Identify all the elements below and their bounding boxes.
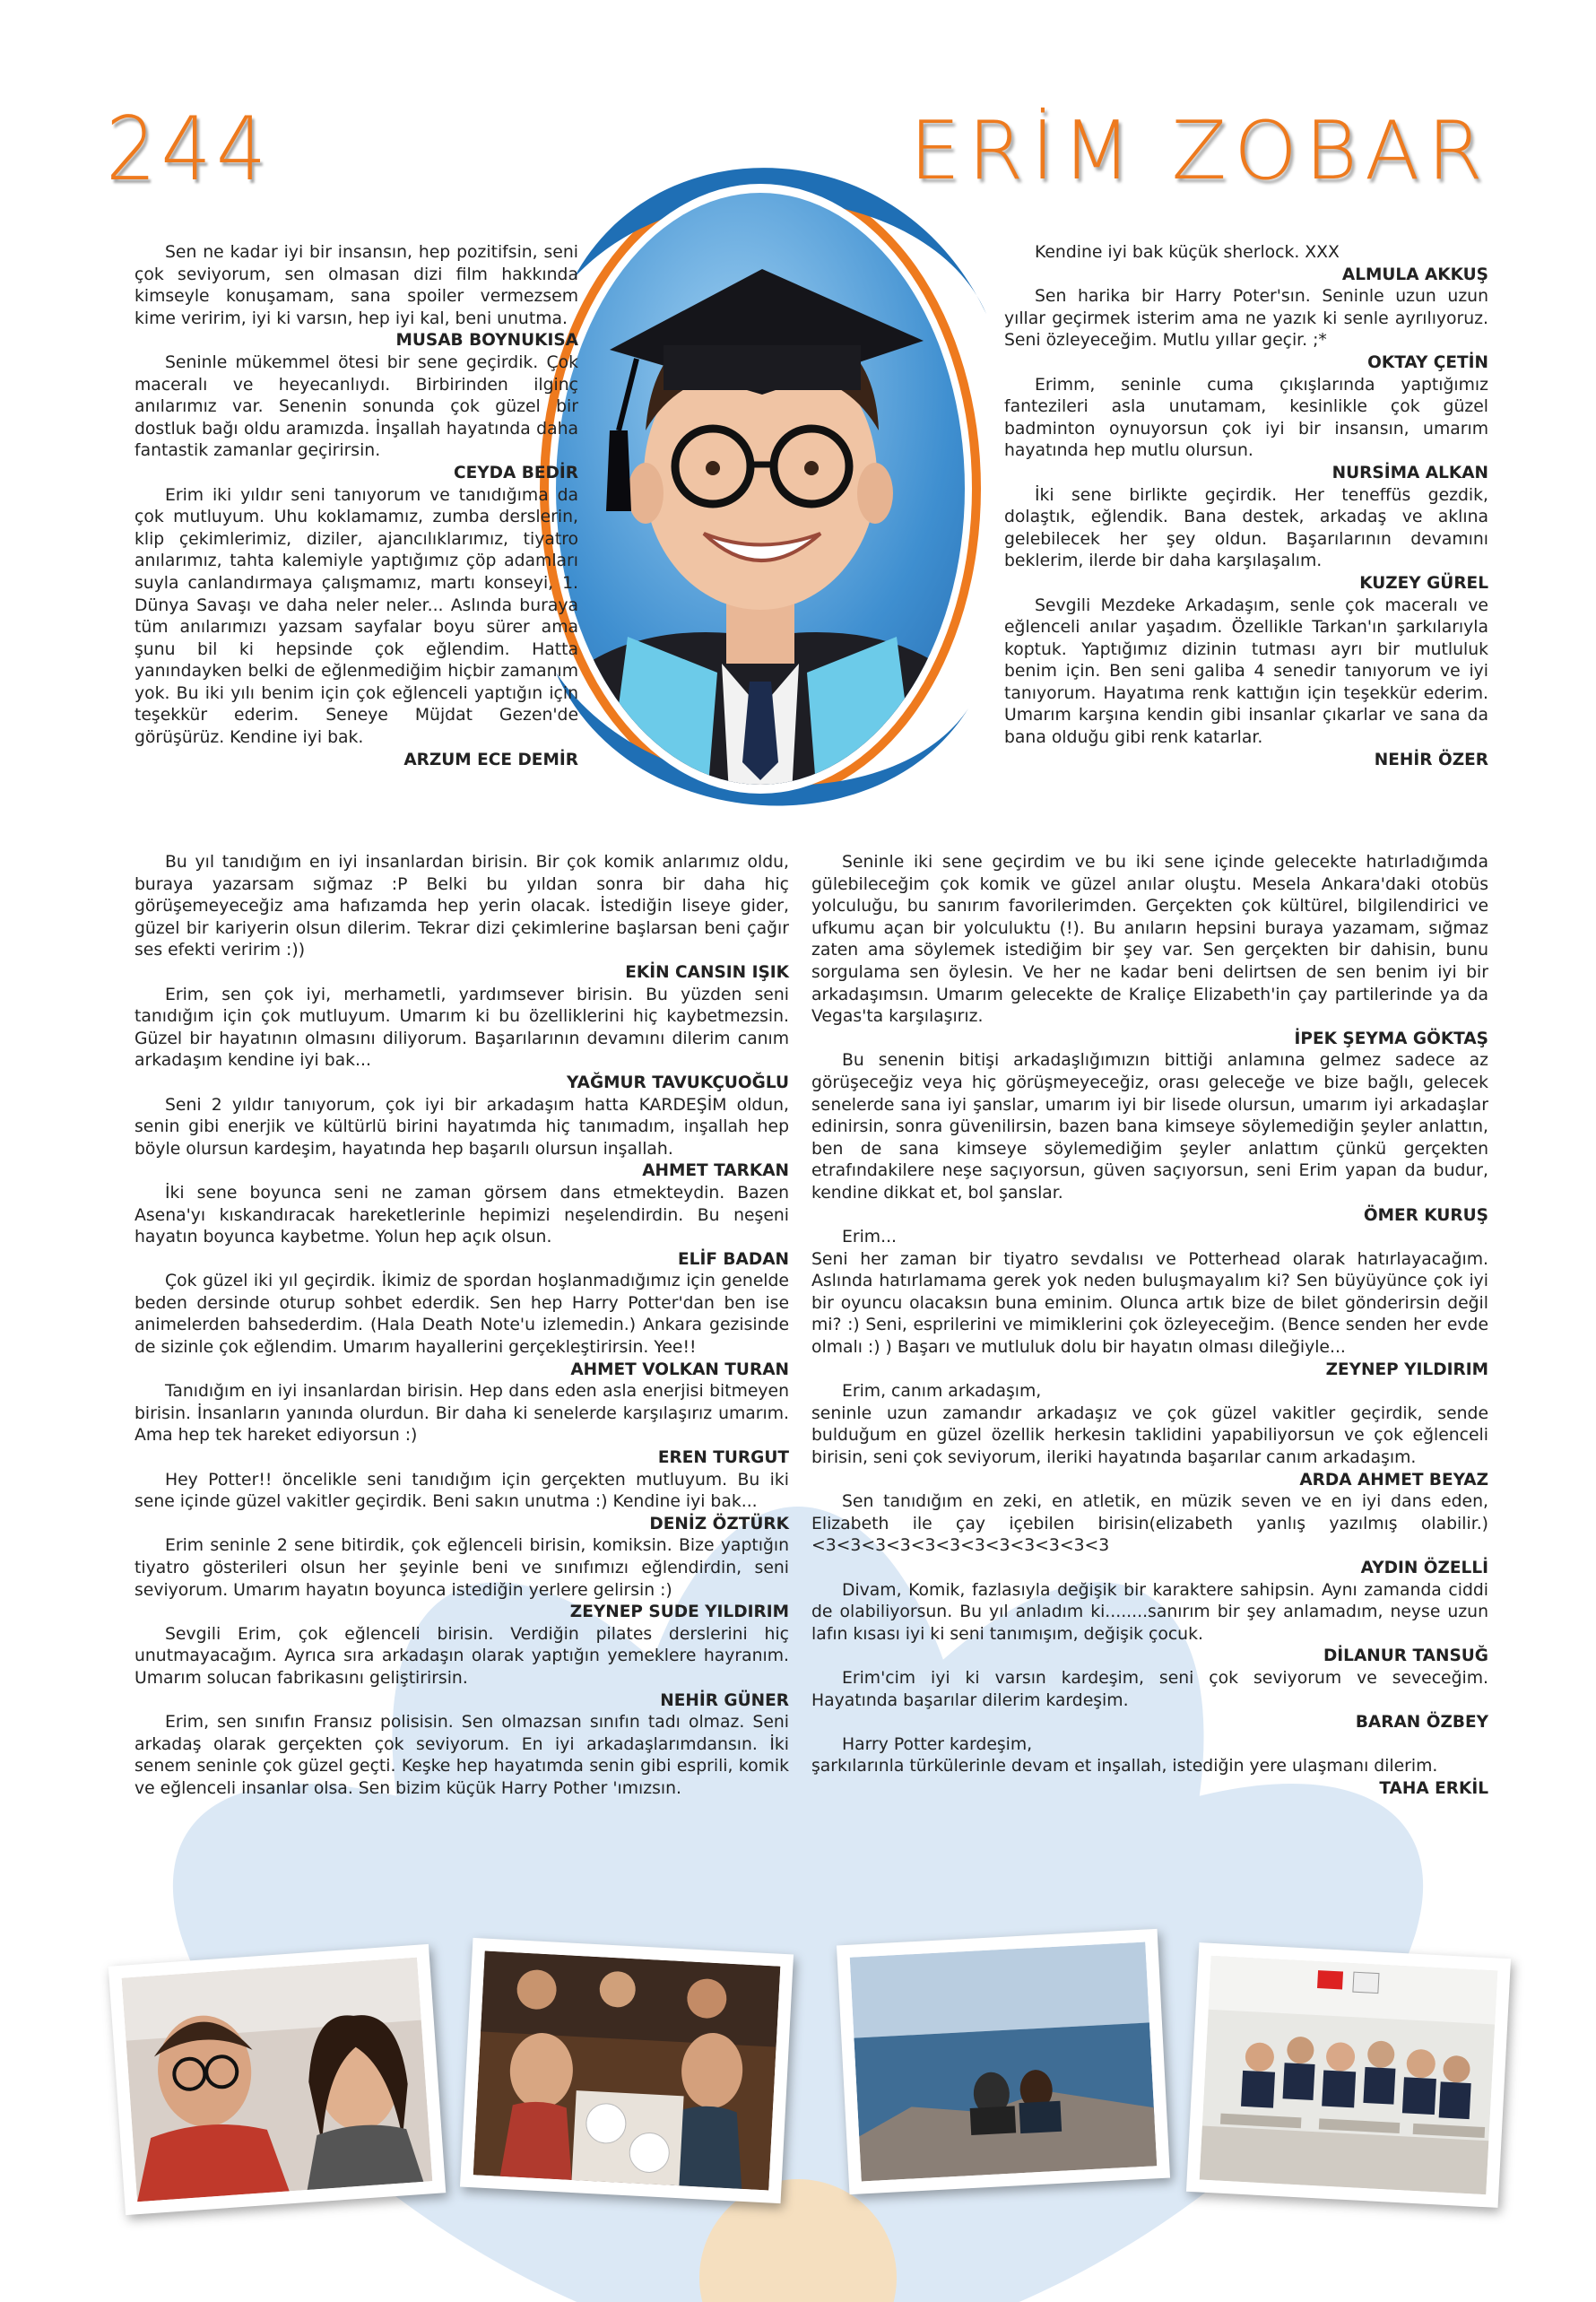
message-author: EKİN CANSIN IŞIK bbox=[625, 962, 789, 982]
messages-right-top bbox=[1004, 242, 1488, 771]
message-author: BARAN ÖZBEY bbox=[1355, 1713, 1488, 1733]
message-author: EREN TURGUT bbox=[657, 1448, 789, 1468]
message-text: Sen ne kadar iyi bir insansın, hep pozitifsin, seni çok seviyorum, sen olmasan dizi film hakkında kimseyle konuşamam, sana spoiler vermezsem kime veririm, iyi ki varsın, hep iyi kal, beni unutma. bbox=[134, 243, 578, 328]
message-text: Hey Potter!! öncelikle seni tanıdığım için gerçekten mutluyum. Bu iki sene içinde güzel vakitler geçirdik. Beni sakın unutma :) Kendine iyi bak... bbox=[134, 1470, 789, 1512]
message-author: ZEYNEP YILDIRIM bbox=[1325, 1359, 1488, 1379]
message-author: AYDIN ÖZELLİ bbox=[1360, 1559, 1488, 1577]
message-author: ELİF BADAN bbox=[678, 1249, 789, 1269]
message-author: AHMET TARKAN bbox=[642, 1161, 789, 1181]
message-author: ZEYNEP SUDE YILDIRIM bbox=[569, 1603, 789, 1622]
message-text: Çok güzel iki yıl geçirdik. İkimiz de spordan hoşlanmadığımız için genelde beden dersinde oturup sohbet ederdik. Sen hep Harry Potter'dan ben ise animelerden bahsederdim. (Hala Death Note'u izlemedin.) Ankara gezisinde de sizinle çok eğlendim. Umarım hayallerini gerçekleştirirsin. Yee!! bbox=[134, 1272, 789, 1358]
message-author: OKTAY ÇETİN bbox=[1367, 352, 1488, 372]
message-text: Harry Potter kardeşim, şarkılarınla türkülerinle devam et inşallah, istediğin yere ulaşmanı dilerim. bbox=[811, 1734, 1438, 1776]
message-author: KUZEY GÜREL bbox=[1359, 573, 1488, 593]
message-text: Erim'cim iyi ki varsın kardeşim, seni çok seviyorum ve seveceğim. Hayatında başarılar dilerim kardeşim. bbox=[811, 1668, 1488, 1710]
page-number: 244 bbox=[106, 99, 272, 201]
student-name-title: ERİM ZOBAR bbox=[909, 104, 1490, 198]
message-text: Tanıdığım en iyi insanlardan birisin. Hep dans eden asla enerjisi bitmeyen birisin. İnsanların yanında olurdun. Bir daha ki senelerde karşılaşırız umarım. Ama hep tek hareket ediyorsun :) bbox=[134, 1382, 789, 1446]
message-author: ARZUM ECE DEMİR bbox=[403, 750, 578, 769]
photo-friends-selfie bbox=[108, 1944, 447, 2215]
message-text: Kendine iyi bak küçük sherlock. XXX bbox=[1035, 243, 1340, 262]
message-author: NURSİMA ALKAN bbox=[1331, 463, 1488, 482]
message-text: Erim seninle 2 sene bitirdik, çok eğlenceli birisin, komiksin. Bize yaptığın tiyatro gösterileri olsun her şeyinle beni ve sınıfımızı eğlendirdin, seni seviyorum. Umarım hayatın boyunca istediğin yerlere gelirsin :) bbox=[134, 1536, 789, 1600]
messages-right-bottom bbox=[811, 852, 1488, 1801]
message-author: AHMET VOLKAN TURAN bbox=[570, 1359, 789, 1379]
photo-classroom-group bbox=[1186, 1942, 1511, 2208]
message-text: Divam, Komik, fazlasıyla değişik bir karaktere sahipsin. Aynı zamanda ciddi de olabiliyorsun. Bu yıl anladım ki........sanırım bir şey anlamadım, neyse uzun lafın kısası iyi ki seni tanımışım, değişik çocuk. bbox=[811, 1580, 1488, 1644]
message-author: İPEK ŞEYMA GÖKTAŞ bbox=[1294, 1029, 1488, 1048]
message-text: Bu senenin bitişi arkadaşlığımızın bittiği anlamına gelmez sadece az görüşeceğiz veya hiç görüşmeyeceğiz, orası geleceğe ve bize bağlı, gelecek senelerde sana iyi şanslar, umarım iyi bir lisede olursun, umarım iyi arkadaşlar edinirsin, sonra güvenilirsin, bazen bana kimseye söylemediğin şeyler anlattın, ben de sana kimseye söylemediğim şeyler anlattım çünkü gerçekten etrafındakilere neşe saçıyorsun, güven saçıyorsun, seni Erim yapan da budur, kendine dikkat et, bol şanslar. bbox=[811, 1051, 1488, 1203]
message-text: İki sene boyunca seni ne zaman görsem dans etmekteydin. Bazen Asena'yı kıskandıracak hareketlerinle hepimizi neşelendirdin. Bu neşeni hayatın boyunca kaybetme. Yolun hep açık olsun. bbox=[134, 1183, 789, 1247]
student-portrait bbox=[520, 135, 1004, 843]
messages-left-bottom bbox=[134, 852, 789, 1801]
message-text: Erimm, seninle cuma çıkışlarında yaptığımız fantezileri asla unutamam, kesinlikle çok güzel badminton oynuyorsun çok iyi bir insansın, umarım hayatında hep mutlu olursun. bbox=[1004, 375, 1488, 461]
message-text: Bu yıl tanıdığım en iyi insanlardan birisin. Bir çok komik anlarımız oldu, buraya yazarsam sığmaz :P Belki bu yıldan sonra bir daha hiç görüşemeyeceğiz ama hafızamda hep yerin olacak. İstediğin liseye gider, güzel bir kariyerin olsun dilerim. Tekrar dizi çekimlerine başlarsan beni çağır ses efekti veririm :)) bbox=[134, 853, 789, 960]
message-author: MUSAB BOYNUKISA bbox=[395, 331, 578, 351]
photo-restaurant-dinner bbox=[460, 1938, 794, 2203]
message-text: İki sene birlikte geçirdik. Her teneffüs gezdik, dolaştık, eğlendik. Bana destek, arkadaş ve aklına gelebilecek her şey oldun. Başarılarının devamını beklerim, ilerde bir daha karşılaşalım. bbox=[1004, 485, 1488, 571]
message-text: Sevgili Mezdeke Arkadaşım, senle çok maceralı ve eğlenceli anılar yaşadım. Özellikle Tarkan'ın şarkılarıyla koptuk. Yaptığımız dizinin tutması ayrı bir mutluluk benim için. Ben seni galiba 4 senedir tanıyorum ve iyi tanıyorum. Hayatıma renk kattığın için teşekkür ederim. Umarım karşına kendin gibi insanlar çıkarlar ve sana da bana olduğu gibi renk katarlar. bbox=[1004, 595, 1488, 748]
messages-left-top bbox=[134, 242, 578, 771]
message-text: Seni 2 yıldır tanıyorum, çok iyi bir arkadaşım hatta KARDEŞİM oldun, senin gibi enerjik ve kültürlü birini hayatımda hiç tanımadım, inşallah hep böyle olursun kardeşim, hayatında hep başarılı olursun inşallah. bbox=[134, 1095, 789, 1159]
message-text: Erim, sen sınıfın Fransız polisisin. Sen olmazsan sınıfın tadı olmaz. Seni arkadaş olarak gerçekten çok seviyorum. En iyi arkadaşlarımdansın. İki senem seninle çok güzel geçti. Keşke hep hayatımda senin gibi esprili, komik ve eğlenceli insanlar olsa. Sen bizim küçük Harry Pother 'ımızsın. bbox=[134, 1713, 789, 1798]
message-text: Erim, sen çok iyi, merhametli, yardımsever birisin. Bu yüzden seni tanıdığım için çok mutluyum. Umarım ki bu özelliklerini hiç kaybetmezsin. Güzel bir hayatının olmasını diliyorum. Başarılarının devamını dilerim canım arkadaşım kendine iyi bak... bbox=[134, 985, 789, 1071]
message-text: Sevgili Erim, çok eğlenceli birisin. Verdiğin pilates derslerini hiç unutmayacağım. Ayrıca sıra arkadaşın olarak yaptığın yemeklere hayranım. Umarım solucan fabrikasını geliştirirsin. bbox=[134, 1624, 789, 1688]
message-author: TAHA ERKİL bbox=[1379, 1778, 1488, 1798]
message-author: ÖMER KURUŞ bbox=[1363, 1205, 1488, 1225]
message-author: NEHİR ÖZER bbox=[1374, 750, 1488, 769]
message-text: Erim, canım arkadaşım, seninle uzun zamandır arkadaşız ve çok güzel vakitler geçirdik, sende bulduğum en güzel özellik herkesin taklidini yapabiliyorsun ve çok eğlenceli birisin, seni çok seviyorum, ileriki hayatında başarılar canım arkadaşım. bbox=[811, 1382, 1488, 1468]
message-text: Sen tanıdığım en zeki, en atletik, en müzik seven ve en iyi dans eden, Elizabeth ile çay içebilen birisin(elizabeth yanlış yazılmış olabilir.)<3<3<3<3<3<3<3<3<3<3<3<3 bbox=[811, 1492, 1488, 1556]
message-author: NEHİR GÜNER bbox=[660, 1690, 789, 1710]
message-text: Seninle iki sene geçirdim ve bu iki sene içinde gelecekte hatırladığımda gülebileceğim çok komik ve güzel anılar oluştu. Mesela Ankara'daki otobüs yolculuğu, bu sanırım favorilerimden. Gerçekten çok kültürel, bilgilendirici ve ufkumu açan bir yolculuktu (!). Bu anıların hepsini buraya yazamam, sığmaz zaten ama söylemek istediğim bir şey var. Sen gerçekten bir dahisin, bunu sorgulama sen öylesin. Ve her ne kadar beni delirtsen de sen benim iyi bir arkadaşımsın. Umarım gelecekte de Kraliçe Elizabeth'in çay partilerinde ya da Vegas'ta karşılaşırız. bbox=[811, 853, 1488, 1027]
message-author: CEYDA BEDİR bbox=[454, 463, 578, 482]
message-text: Seninle mükemmel ötesi bir sene geçirdik. Çok maceralı ve heyecanlıydı. Birbirinden ilginç anılarımız var. Senenin sonunda çok güzel bir dostluk bağı oldu aramızda. İnşallah hayatında daha fantastik zamanlar geçirirsin. bbox=[134, 352, 578, 461]
message-text: Sen harika bir Harry Poter'sın. Seninle uzun uzun yıllar geçirmek isterim ama ne yazık ki senle ayrılıyoruz. Seni özleyeceğim. Mutlu yıllar geçir. ;* bbox=[1004, 287, 1488, 351]
message-author: YAĞMUR TAVUKÇUOĞLU bbox=[567, 1073, 789, 1092]
photo-seaside-rocks bbox=[837, 1929, 1170, 2194]
message-author: ARDA AHMET BEYAZ bbox=[1299, 1470, 1488, 1490]
message-text: Erim iki yıldır seni tanıyorum ve tanıdığıma da çok mutluyum. Uhu koklamamız, zumba derslerin, klip çekimlerimiz, diziler, ajancılıklarımız, tiyatro anılarımız, tahta kalemiyle yaptığımız çöp adamları suyla canlandırmaya çalışmamız, martı konseyi, 1. Dünya Savaşı ve daha neler neler... Aslında buraya tüm anılarımızı yazsam sayfalar boyu sürer ama şunu bil ki hepsinde çok eğlendim. Hatta yanındayken belki de eğlenmediğim hiçbir zamanım yok. Bu iki yılı benim için çok eğlenceli yaptığın için teşekkür ederim. Seneye Müjdat Gezen'de görüşürüz. Kendine iyi bak. bbox=[134, 485, 578, 748]
message-author: DENİZ ÖZTÜRK bbox=[649, 1514, 789, 1533]
message-author: ALMULA AKKUŞ bbox=[1341, 265, 1488, 284]
message-author: DİLANUR TANSUĞ bbox=[1323, 1646, 1488, 1666]
message-text: Erim... Seni her zaman bir tiyatro sevdalısı ve Potterhead olarak hatırlayacağım. Aslında hatırlamama gerek yok neden buluşmayalım ki? Sen büyüyünce çok iyi bir oyuncu olacaksın buna eminim. Olunca artık bize de bilet gönderirsin değil mi? :) Seni, esprilerini ve mimiklerini çok özleyeceğim. (Bence senden her evde olmalı :) ) Başarı ve mutluluk dolu bir hayatın olması dileğiyle... bbox=[811, 1228, 1488, 1358]
